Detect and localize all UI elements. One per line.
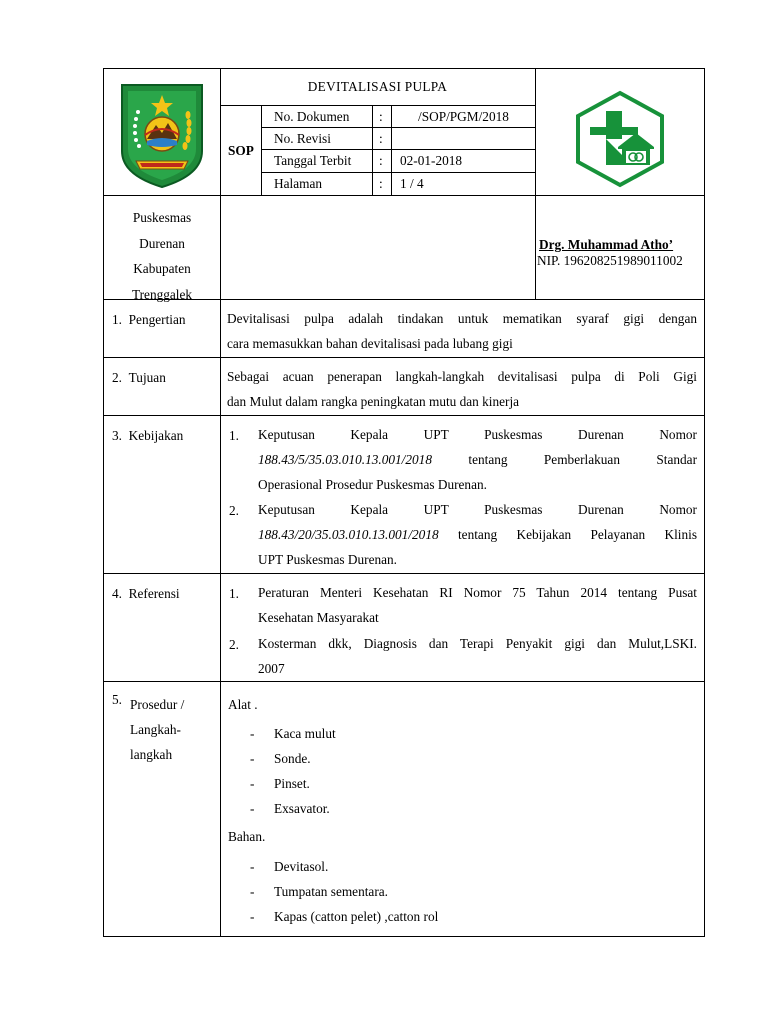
referensi-item-2-line-1: Kosterman dkk, Diagnosis dan Terapi Penyakit gigi dan Mulut,LSKI. bbox=[258, 636, 697, 651]
alat-bullet: - bbox=[250, 726, 255, 741]
section-num: 2. bbox=[112, 370, 122, 385]
alat-item-4: Exsavator. bbox=[274, 801, 330, 816]
col-divider-right bbox=[535, 69, 536, 299]
prosedur-label-line-3: langkah bbox=[130, 747, 173, 762]
alat-item-3: Pinset. bbox=[274, 776, 310, 791]
alat-heading: Alat . bbox=[228, 697, 258, 712]
field-value-no-dokumen: /SOP/PGM/2018 bbox=[418, 109, 509, 124]
field-sep-halaman: : bbox=[379, 176, 383, 191]
title-underline bbox=[220, 105, 535, 106]
section-num: 1. bbox=[112, 312, 122, 327]
col-divider-left-bottom bbox=[220, 869, 221, 936]
row-line-4 bbox=[104, 681, 704, 682]
kebijakan-item-1-line-1: Keputusan Kepala UPT Puskesmas Durenan Nomor bbox=[258, 427, 697, 442]
field-value-halaman: 1 / 4 bbox=[400, 176, 424, 191]
field-sep-no-dokumen: : bbox=[379, 109, 383, 124]
org-line-1: Puskesmas bbox=[132, 210, 192, 225]
alat-bullet: - bbox=[250, 776, 255, 791]
referensi-item-2 bbox=[258, 631, 697, 681]
header-bottom-line bbox=[104, 195, 704, 196]
tujuan-line-1: Sebagai acuan penerapan langkah-langkah devitalisasi pulpa di Poli Gigi bbox=[227, 369, 697, 384]
row-line-3 bbox=[104, 573, 704, 574]
sop-label: SOP bbox=[228, 143, 254, 158]
sop-divider bbox=[261, 105, 262, 195]
kebijakan-item-1 bbox=[258, 422, 697, 497]
pengertian-line-1: Devitalisasi pulpa adalah tindakan untuk mematikan syaraf gigi dengan bbox=[227, 311, 697, 326]
section-label-referensi bbox=[112, 586, 180, 602]
kebijakan-item-2-line-3: UPT Puskesmas Durenan. bbox=[258, 552, 397, 567]
row-line-1 bbox=[104, 357, 704, 358]
col-divider-left bbox=[220, 69, 221, 869]
referensi-item-1-num: 1. bbox=[229, 586, 239, 601]
section-label-prosedur bbox=[130, 692, 184, 767]
section-label-tujuan bbox=[112, 370, 166, 386]
row-line-2 bbox=[104, 415, 704, 416]
section-num: 4. bbox=[112, 586, 122, 601]
field-line-2 bbox=[261, 149, 535, 150]
document-title: DEVITALISASI PULPA bbox=[307, 79, 448, 94]
alat-item-2: Sonde. bbox=[274, 751, 311, 766]
field-label-no-dokumen: No. Dokumen bbox=[274, 109, 350, 124]
kebijakan-item-2-line-1: Keputusan Kepala UPT Puskesmas Durenan Nomor bbox=[258, 502, 697, 517]
alat-bullet: - bbox=[250, 751, 255, 766]
kebijakan-item-1-line-2 bbox=[258, 447, 697, 472]
section-label: Referensi bbox=[128, 586, 180, 601]
field-label-divider bbox=[372, 105, 373, 195]
field-line-1 bbox=[261, 127, 535, 128]
section-label: Pengertian bbox=[128, 312, 186, 327]
referensi-item-1-line-2: Kesehatan Masyarakat bbox=[258, 610, 379, 625]
pengertian-line-2: cara memasukkan bahan devitalisasi pada lubang gigi bbox=[227, 336, 513, 351]
section-num-prosedur: 5. bbox=[112, 692, 122, 707]
referensi-item-2-line-2: 2007 bbox=[258, 661, 285, 676]
puskesmas-logo bbox=[570, 89, 670, 189]
pengertian-text bbox=[227, 306, 697, 356]
section-label: Kebijakan bbox=[128, 428, 184, 443]
prosedur-label-line-2: Langkah- bbox=[130, 722, 181, 737]
alat-item-1: Kaca mulut bbox=[274, 726, 336, 741]
bahan-bullet: - bbox=[250, 884, 255, 899]
sop-document bbox=[103, 68, 705, 937]
referensi-item-1 bbox=[258, 580, 697, 630]
referensi-item-1-line-1: Peraturan Menteri Kesehatan RI Nomor 75 Tahun 2014 tentang Pusat bbox=[258, 585, 697, 600]
referensi-item-2-num: 2. bbox=[229, 637, 239, 652]
field-value-tanggal-terbit: 02-01-2018 bbox=[400, 153, 463, 168]
section-label-pengertian bbox=[112, 312, 186, 328]
prosedur-label-line-1: Prosedur / bbox=[130, 697, 185, 712]
alat-bullet: - bbox=[250, 801, 255, 816]
bahan-bullet: - bbox=[250, 909, 255, 924]
org-name bbox=[104, 205, 220, 307]
field-label-halaman: Halaman bbox=[274, 176, 322, 191]
kebijakan-item-2 bbox=[258, 497, 697, 572]
field-sep-tanggal-terbit: : bbox=[379, 153, 383, 168]
org-line-3: Kabupaten bbox=[133, 261, 191, 276]
bahan-item-3: Kapas (catton pelet) ,catton rol bbox=[274, 909, 439, 924]
tujuan-text bbox=[227, 364, 697, 414]
kebijakan-item-2-line-2 bbox=[258, 522, 697, 547]
bahan-item-1: Devitasol. bbox=[274, 859, 329, 874]
kebijakan-item-1-number: 188.43/5/35.03.010.13.001/2018 bbox=[258, 452, 432, 467]
field-sep-divider bbox=[391, 105, 392, 195]
field-label-no-revisi: No. Revisi bbox=[274, 131, 331, 146]
kebijakan-item-1-rest: tentang Pemberlakuan Standar bbox=[431, 452, 697, 467]
signer-nip: NIP. 196208251989011002 bbox=[537, 253, 683, 268]
section-label-kebijakan bbox=[112, 428, 183, 444]
kebijakan-item-1-line-3: Operasional Prosedur Puskesmas Durenan. bbox=[258, 477, 487, 492]
field-line-3 bbox=[261, 172, 535, 173]
kebijakan-item-1-num: 1. bbox=[229, 428, 239, 443]
regency-crest-logo bbox=[114, 79, 210, 191]
signer-name: Drg. Muhammad Atho’ bbox=[539, 237, 674, 252]
kebijakan-item-2-num: 2. bbox=[229, 503, 239, 518]
org-line-4: Trenggalek bbox=[131, 286, 193, 302]
section-num: 3. bbox=[112, 428, 122, 443]
field-label-tanggal-terbit: Tanggal Terbit bbox=[274, 153, 352, 168]
bahan-item-2: Tumpatan sementara. bbox=[274, 884, 388, 899]
tujuan-line-2: dan Mulut dalam rangka peningkatan mutu dan kinerja bbox=[227, 394, 520, 409]
bahan-heading: Bahan. bbox=[228, 829, 266, 844]
bahan-bullet: - bbox=[250, 859, 255, 874]
field-sep-no-revisi: : bbox=[379, 131, 383, 146]
section-label: Tujuan bbox=[128, 370, 166, 385]
kebijakan-item-2-rest: tentang Kebijakan Pelayanan Klinis bbox=[438, 527, 697, 542]
org-line-2: Durenan bbox=[139, 235, 185, 251]
kebijakan-item-2-number: 188.43/20/35.03.010.13.001/2018 bbox=[258, 527, 439, 542]
